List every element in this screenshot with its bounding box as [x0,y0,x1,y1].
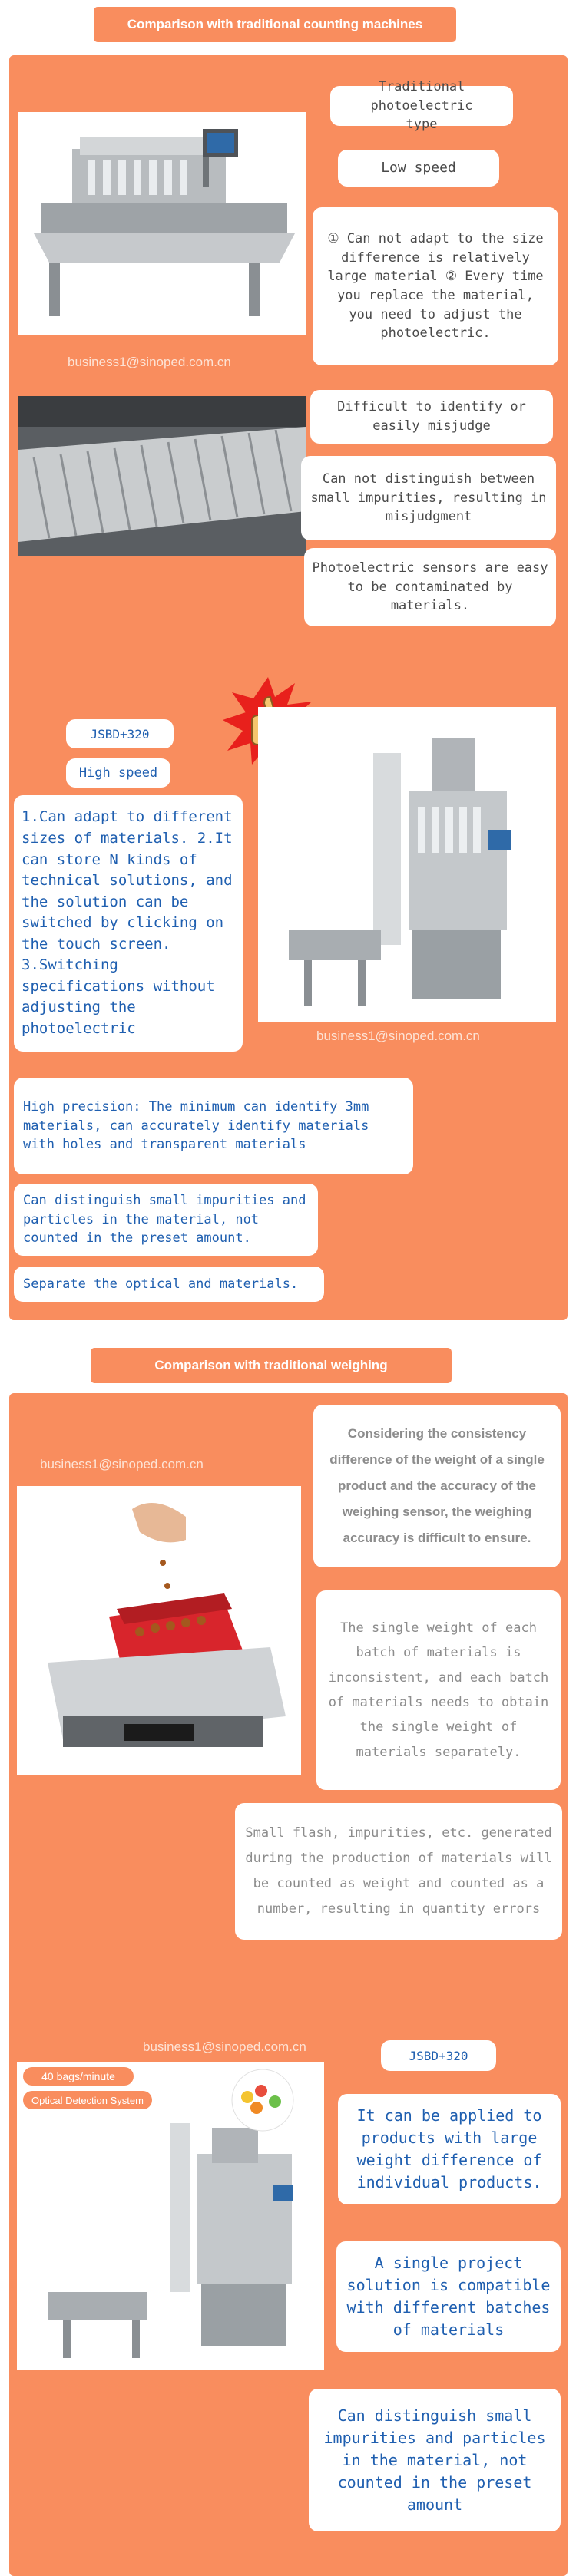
flash-box: Small flash, impurities, etc. generated during the production of materials will be counted as weight and counted as a number, resulting in quantity errors [235,1803,562,1940]
impurities-box: Can not distinguish between small impurities, resulting in misjudgment [301,456,556,540]
email-watermark: business1@sinoped.com.cn [316,1029,480,1043]
model-tag: JSBD+320 [66,719,174,748]
single-weight-box: The single weight of each batch of materials is inconsistent, and each batch of materials needs to obtain the single weight of materials separately. [316,1590,561,1790]
large-weight-box: It can be applied to products with large weight difference of individual products. [338,2094,561,2204]
adapt-issue-box: ① Can not adapt to the size difference is relatively large material ② Every time you replace the material, you need to adjust the photoelectric. [313,207,558,365]
precision-box: High precision: The minimum can identify 3mm materials, can accurately identify materials with holes and transparent materials [14,1078,413,1174]
email-watermark: business1@sinoped.com.cn [68,355,231,369]
section2-title: Comparison with traditional weighing [91,1348,452,1383]
low-speed-label: Low speed [338,150,499,187]
weighing-scale-photo [17,1486,301,1775]
email-watermark: business1@sinoped.com.cn [40,1457,204,1471]
misjudge-box: Difficult to identify or easily misjudge [310,390,553,444]
optical-system-badge: Optical Detection System [23,2091,152,2109]
high-speed-label: High speed [66,758,170,788]
conveyor-photo [18,396,306,556]
traditional-counter-photo [18,112,306,335]
distinguish-box: Can distinguish small impurities and particles in the material, not counted in the preset amount [309,2389,561,2531]
jsbd-machine-photo [258,707,556,1022]
separate-box: Separate the optical and materials. [14,1267,324,1302]
email-watermark: business1@sinoped.com.cn [143,2039,306,2054]
traditional-type-label: Traditional photoelectric type [330,86,513,126]
contaminated-box: Photoelectric sensors are easy to be contaminated by materials. [304,548,556,626]
model-tag: JSBD+320 [381,2040,496,2071]
consistency-box: Considering the consistency difference of the weight of a single product and the accuracy of the weighing sensor, the weighing accuracy is difficult to ensure. [313,1405,561,1567]
speed-badge: 40 bags/minute [23,2067,134,2086]
section1-title: Comparison with traditional counting machines [94,7,456,42]
distinguish-box: Can distinguish small impurities and particles in the material, not counted in the preset amount. [14,1184,318,1256]
compatible-box: A single project solution is compatible with different batches of materials [336,2241,561,2352]
advantages-box: 1.Can adapt to different sizes of materials. 2.It can store N kinds of technical solutions, and the solution can be switched by clicking on the touch screen. 3.Switching specifications without adjusting the photoelectric [14,795,243,1052]
